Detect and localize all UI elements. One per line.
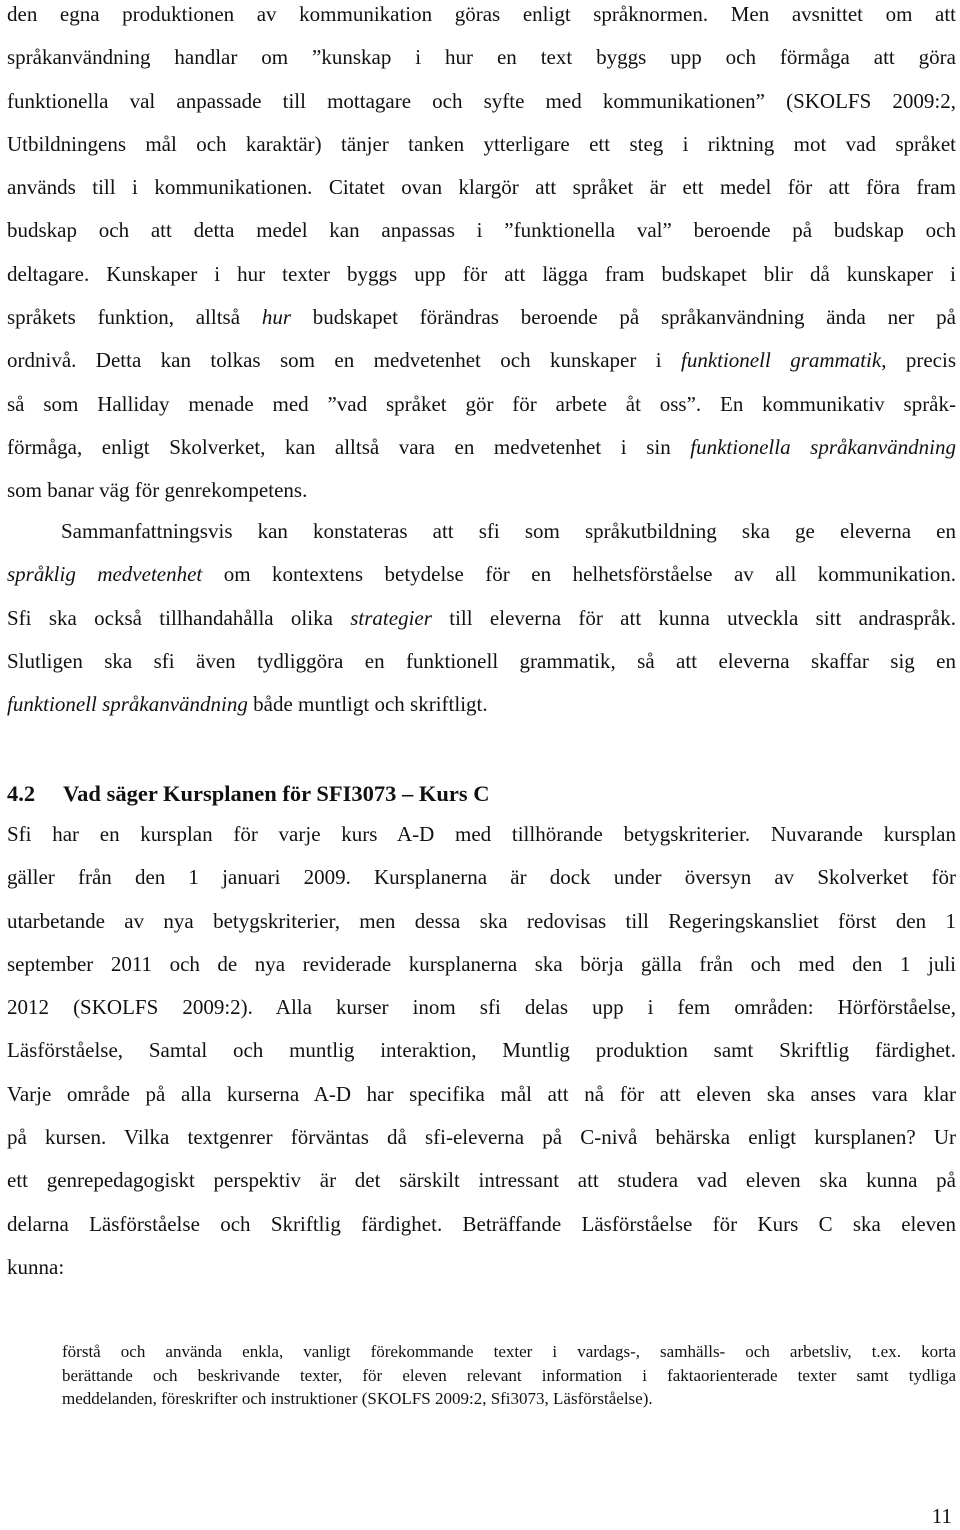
- text-line: funktionella val anpassade till mottagare och syfte med kommunikationen” (SKOLFS 2009:2,: [7, 88, 956, 113]
- text-line: 2012 (SKOLFS 2009:2). Alla kurser inom sfi delas upp i fem områden: Hörförståelse,: [7, 995, 956, 1020]
- text-line: Sammanfattningsvis kan konstateras att sfi som språkutbildning ska ge eleverna en: [61, 519, 956, 543]
- emphasis-text: strategier: [350, 605, 432, 630]
- section-number: 4.2: [7, 781, 36, 806]
- text-line: september 2011 och de nya reviderade kursplanerna ska börja gälla från och med den 1 juli: [7, 951, 956, 976]
- text-segment: Sfi ska också tillhandahålla olika: [7, 605, 351, 630]
- text-line: delarna Läsförståelse och Skriftlig färdighet. Beträffande Läsförståelse för Kurs C ska eleven: [7, 1211, 956, 1236]
- text-line: deltagare. Kunskaper i hur texter byggs upp för att lägga fram budskapet blir då kunskaper i: [7, 261, 956, 286]
- emphasis-text: funktionell grammatik: [680, 348, 882, 373]
- text-line: Slutligen ska sfi även tydliggöra en funktionell grammatik, så att eleverna skaffar sig en: [7, 648, 956, 673]
- text-line: [7, 597, 956, 640]
- text-segment: förmåga, enligt Skolverket, kan alltså vara en medvetenhet i sin: [7, 434, 691, 459]
- text-line: [7, 426, 956, 469]
- text-segment: , precis: [881, 348, 956, 373]
- text-line: så som Halliday menade med ”vad språket gör för arbete åt oss”. En kommunikativ språk-: [7, 391, 956, 416]
- quote-line: meddelanden, föreskrifter och instruktioner (SKOLFS 2009:2, Sfi3073, Läsförståelse).: [62, 1389, 653, 1408]
- quote-line: förstå och använda enkla, vanligt förekommande texter i vardags-, samhälls- och arbetsliv, t.ex. korta: [62, 1342, 956, 1361]
- text-line: används till i kommunikationen. Citatet ovan klargör att språket är ett medel för att föra fram: [7, 175, 956, 200]
- text-line: kunna:: [7, 1254, 65, 1279]
- text-segment: till eleverna för att kunna utveckla sitt andraspråk.: [431, 605, 956, 630]
- text-line: som banar väg för genrekompetens.: [7, 478, 308, 503]
- text-line: [7, 296, 956, 339]
- emphasis-text: hur: [261, 305, 291, 330]
- text-segment: budskapet förändras beroende på språkanvändning ända ner på: [291, 305, 956, 330]
- text-line: Sfi har en kursplan för varje kurs A-D med tillhörande betygskriterier. Nuvarande kursplan: [7, 822, 956, 846]
- emphasis-text: språklig medvetenhet: [7, 562, 203, 587]
- text-line: gäller från den 1 januari 2009. Kursplanerna är dock under översyn av Skolverket för: [7, 865, 956, 890]
- text-line: den egna produktionen av kommunikation göras enligt språknormen. Men avsnittet om att: [7, 2, 956, 26]
- text-line: Varje område på alla kurserna A-D har specifika mål att nå för att eleven ska anses vara klar: [7, 1081, 956, 1106]
- text-segment: om kontextens betydelse för en helhetsförståelse av all kommunikation.: [202, 562, 956, 587]
- text-segment: språkets funktion, alltså: [7, 305, 262, 330]
- paragraph-1: [7, 0, 956, 513]
- text-segment: ordnivå. Detta kan tolkas som en medvetenhet och kunskaper i: [7, 348, 681, 373]
- text-line: [7, 339, 956, 382]
- text-line: [7, 683, 956, 726]
- text-line: Läsförståelse, Samtal och muntlig interaktion, Muntlig produktion samt Skriftlig färdighet.: [7, 1038, 956, 1063]
- emphasis-text: funktionella språkanvändning: [690, 434, 956, 459]
- text-line: budskap och att detta medel kan anpassas i ”funktionella val” beroende på budskap och: [7, 218, 956, 243]
- paragraph-2: [7, 510, 956, 726]
- paragraph-3: [7, 813, 956, 1289]
- section-title: Vad säger Kursplanen för SFI3073 – Kurs C: [63, 781, 490, 806]
- quote-line: berättande och beskrivande texter, för eleven relevant information i faktaorienterade texter samt tydliga: [62, 1365, 956, 1385]
- emphasis-text: funktionell språkanvändning: [7, 692, 248, 717]
- section-heading: [7, 774, 956, 814]
- text-line: på kursen. Vilka textgenrer förväntas då sfi-eleverna på C-nivå behärska enligt kursplanen? Ur: [7, 1125, 956, 1150]
- text-line: utarbetande av nya betygskriterier, men dessa ska redovisas till Regeringskansliet först den 1: [7, 908, 956, 933]
- page-number: 11: [931, 1504, 952, 1528]
- text-line: Utbildningens mål och karaktär) tänjer tanken ytterligare ett steg i riktning mot vad språket: [7, 131, 956, 156]
- text-segment: både muntligt och skriftligt.: [247, 692, 488, 717]
- block-quote: [62, 1340, 956, 1411]
- text-line: språkanvändning handlar om ”kunskap i hur en text byggs upp och förmåga att göra: [7, 45, 956, 70]
- text-line: [7, 553, 956, 596]
- text-line: ett genrepedagogiskt perspektiv är det särskilt intressant att studera vad eleven ska kunna på: [7, 1168, 956, 1193]
